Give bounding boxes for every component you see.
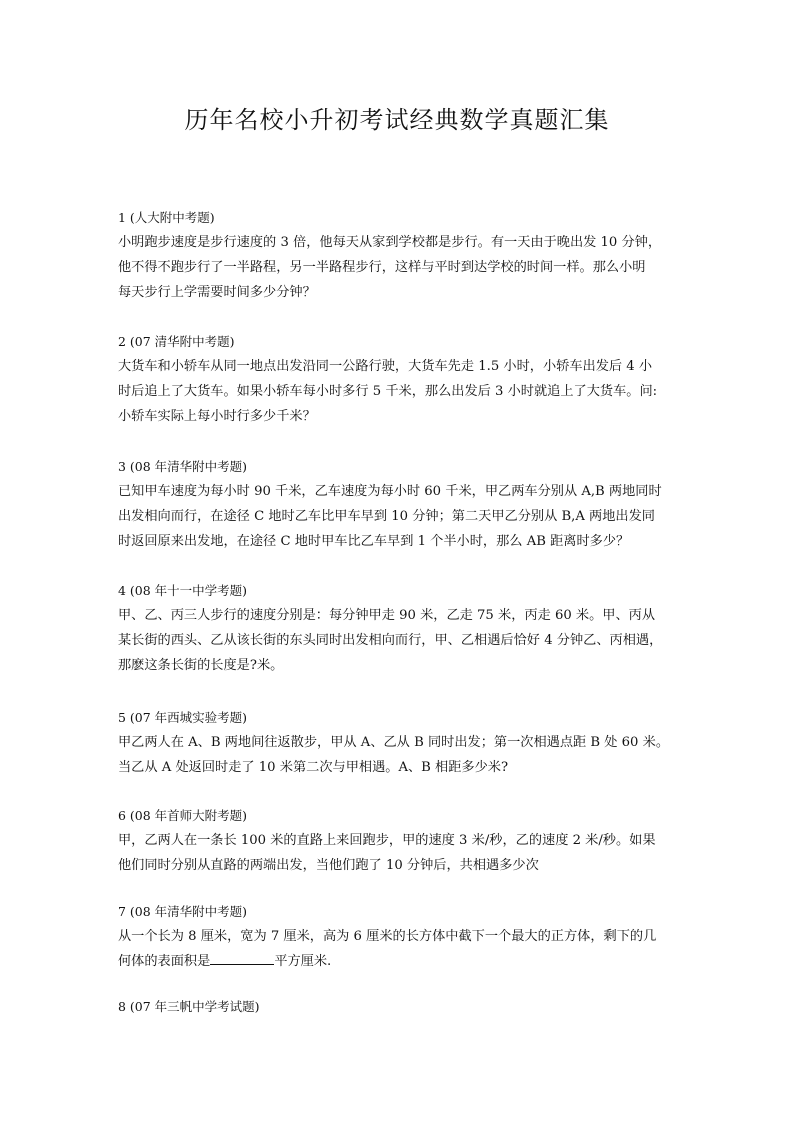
question-text-line: 甲，乙两人在一条长 100 米的直路上来回跑步，甲的速度 3 米/秒，乙的速度 2 米/秒。如果 [118, 833, 656, 848]
question-text-line-with-blank [118, 949, 698, 974]
question-header: 1 (人大附中考题) [118, 210, 215, 225]
document-title: 历年名校小升初考试经典数学真题汇集 [184, 106, 610, 134]
question-3 [118, 454, 698, 554]
question-text-line: 每天步行上学需要时间多少分钟？ [118, 285, 316, 300]
question-header: 2 (07 清华附中考题) [118, 334, 235, 349]
question-text-line: 那麽这条长街的长度是?米。 [118, 658, 284, 673]
question-text-line: 小轿车实际上每小时行多少千米？ [118, 409, 316, 424]
question-text-line: 甲、乙、丙三人步行的速度分别是：每分钟甲走 90 米，乙走 75 米，丙走 60 米。甲、丙从 [118, 608, 656, 623]
question-text-line: 时返回原来出发地，在途径 C 地时甲车比乙车早到 1 个半小时，那么 AB 距离时多少？ [118, 534, 630, 549]
question-text-line: 甲乙两人在 A、B 两地间往返散步，甲从 A、乙从 B 同时出发；第一次相遇点距 B 处 60 米。 [118, 735, 669, 750]
question-text-line: 时后追上了大货车。如果小轿车每小时多行 5 千米，那么出发后 3 小时就追上了大货车。问: [118, 384, 658, 399]
question-2 [118, 329, 698, 429]
question-8 [118, 994, 698, 1019]
question-4 [118, 578, 698, 678]
question-text-line: 他们同时分别从直路的两端出发，当他们跑了 10 分钟后，共相遇多少次 [118, 858, 539, 873]
question-header: 6 (08 年首师大附考题) [118, 808, 248, 823]
question-text-line: 已知甲车速度为每小时 90 千米，乙车速度为每小时 60 千米，甲乙两车分别从 A,B 两地同时 [118, 484, 662, 499]
question-text-line: 出发相向而行，在途径 C 地时乙车比甲车早到 10 分钟；第二天甲乙分别从 B,A 两地出发同 [118, 509, 655, 524]
question-header: 7 (08 年清华附中考题) [118, 904, 248, 919]
question-text: 平方厘米. [274, 954, 332, 969]
question-header: 4 (08 年十一中学考题) [118, 583, 248, 598]
question-text-line: 某长街的西头、乙从该长街的东头同时出发相向而行，甲、乙相遇后恰好 4 分钟乙、丙相遇， [118, 633, 663, 648]
question-text-line: 大货车和小轿车从同一地点出发沿同一公路行驶，大货车先走 1.5 小时，小轿车出发后 4 小 [118, 359, 653, 374]
question-text-line: 他不得不跑步行了一半路程，另一半路程步行，这样与平时到达学校的时间一样。那么小明 [118, 260, 646, 275]
question-1 [118, 205, 698, 305]
question-header: 3 (08 年清华附中考题) [118, 459, 248, 474]
question-header: 5 (07 年西城实验考题) [118, 710, 248, 725]
question-text-line: 从一个长为 8 厘米，宽为 7 厘米，高为 6 厘米的长方体中截下一个最大的正方体，剩下的几 [118, 929, 657, 944]
question-5 [118, 705, 698, 780]
question-header: 8 (07 年三帆中学考试题) [118, 999, 260, 1014]
question-text-line: 小明跑步速度是步行速度的 3 倍，他每天从家到学校都是步行。有一天由于晚出发 10 分钟， [118, 235, 662, 250]
question-text-line: 当乙从 A 处返回时走了 10 米第二次与甲相遇。A、B 相距多少米? [118, 760, 509, 775]
question-text: 何体的表面积是 [118, 954, 211, 969]
answer-blank [210, 950, 274, 965]
question-6 [118, 803, 698, 878]
question-7 [118, 899, 698, 974]
